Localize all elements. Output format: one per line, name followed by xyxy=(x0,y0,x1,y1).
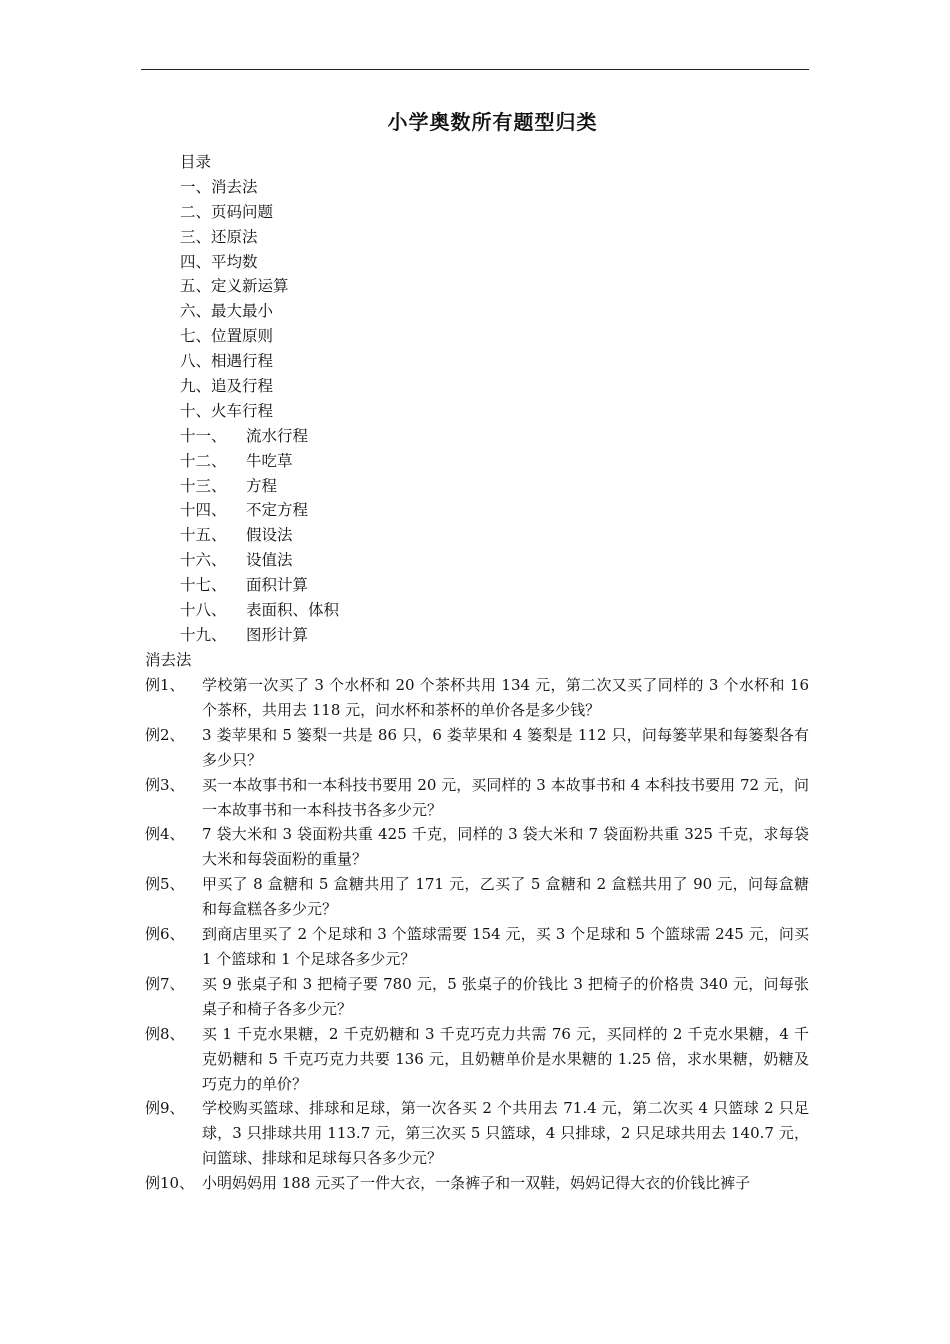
page-title: 小学奥数所有题型归类 xyxy=(387,110,598,134)
header-rule xyxy=(141,69,809,70)
toc-item: 十八、 表面积、体积 xyxy=(180,601,340,620)
example-label: 例8、 xyxy=(145,1024,185,1043)
toc-item: 十三、 方程 xyxy=(180,476,278,495)
example-item xyxy=(145,773,809,823)
example-label: 例1、 xyxy=(145,676,185,694)
section-heading: 消去法 xyxy=(145,651,192,669)
example-text: 到商店里买了 2 个足球和 3 个篮球需要 154 元，买 3 个足球和 5 个篮球需 245 元，问买 1 个篮球和 1 个足球各多少元？ xyxy=(202,925,809,968)
example-label: 例10、 xyxy=(145,1174,195,1193)
example-label: 例6、 xyxy=(145,925,185,944)
example-item xyxy=(145,922,809,972)
example-text: 7 袋大米和 3 袋面粉共重 425 千克，同样的 3 袋大米和 7 袋面粉共重 325 千克，求每袋大米和每袋面粉的重量？ xyxy=(202,825,809,869)
example-text: 学校购买篮球、排球和足球，第一次各买 2 个共用去 71.4 元，第二次买 4 只篮球 2 只足球，3 只排球共用 113.7 元，第三次买 5 只篮球，4 只排球，2 只足球共用去 140.7 元，问篮球、排球和足球每只各多少元？ xyxy=(202,1099,809,1168)
example-item xyxy=(145,723,809,773)
example-item xyxy=(145,673,809,723)
example-label: 例3、 xyxy=(145,775,185,794)
toc-item: 十四、 不定方程 xyxy=(180,501,309,520)
example-label: 例5、 xyxy=(145,875,185,894)
toc-item: 六、 最大最小 xyxy=(180,302,274,321)
example-text: 小明妈妈用 188 元买了一件大衣，一条裤子和一双鞋，妈妈记得大衣的价钱比裤子 xyxy=(202,1174,751,1193)
toc-item: 二、 页码问题 xyxy=(180,202,274,221)
example-label: 例7、 xyxy=(145,974,185,993)
example-text: 买 1 千克水果糖，2 千克奶糖和 3 千克巧克力共需 76 元，买同样的 2 千克水果糖，4 千克奶糖和 5 千克巧克力共要 136 元，且奶糖单价是水果糖的 1.25 倍，求水果糖，奶糖及巧克力的单价？ xyxy=(202,1024,809,1093)
example-label: 例4、 xyxy=(145,825,185,844)
example-item xyxy=(145,972,809,1022)
example-list xyxy=(145,673,809,1196)
example-item xyxy=(145,1171,809,1196)
example-item xyxy=(145,872,809,922)
toc-item: 十五、 假设法 xyxy=(180,526,293,545)
example-item xyxy=(145,822,809,872)
example-label: 例9、 xyxy=(145,1099,185,1118)
example-text: 买 9 张桌子和 3 把椅子要 780 元，5 张桌子的价钱比 3 把椅子的价格贵 340 元，问每张桌子和椅子各多少元？ xyxy=(202,974,809,1018)
toc-item: 九、 追及行程 xyxy=(180,377,274,396)
example-item xyxy=(145,1022,809,1097)
table-of-contents xyxy=(180,150,339,648)
toc-item: 三、 还原法 xyxy=(180,227,258,246)
toc-item: 五、 定义新运算 xyxy=(180,277,289,296)
example-text: 学校第一次买了 3 个水杯和 20 个茶杯共用 134 元，第二次又买了同样的 3 个水杯和 16 个茶杯，共用去 118 元，问水杯和茶杯的单价各是多少钱？ xyxy=(202,676,809,719)
example-item xyxy=(145,1096,809,1171)
toc-item: 十一、 流水行程 xyxy=(180,426,309,445)
example-text: 甲买了 8 盒糖和 5 盒糖共用了 171 元，乙买了 5 盒糖和 2 盒糕共用了 90 元，问每盒糖和每盒糕各多少元？ xyxy=(202,875,809,919)
toc-heading: 目录 xyxy=(180,153,212,171)
toc-item: 十六、 设值法 xyxy=(180,551,293,570)
toc-item: 十九、 图形计算 xyxy=(180,625,309,644)
example-label: 例2、 xyxy=(145,725,185,744)
example-text: 3 娄苹果和 5 篓梨一共是 86 只，6 娄苹果和 4 篓梨是 112 只，问每篓苹果和每篓梨各有多少只？ xyxy=(202,725,809,769)
example-text: 买一本故事书和一本科技书要用 20 元，买同样的 3 本故事书和 4 本科技书要用 72 元，问一本故事书和一本科技书各多少元？ xyxy=(202,775,809,819)
toc-item: 十七、 面积计算 xyxy=(180,576,309,595)
toc-item: 八、 相遇行程 xyxy=(180,352,274,371)
toc-item: 七、 位置原则 xyxy=(180,327,274,346)
toc-item: 十、 火车行程 xyxy=(180,401,274,420)
toc-item: 十二、 牛吃草 xyxy=(180,451,293,470)
toc-item: 一、 消去法 xyxy=(180,177,258,196)
toc-item: 四、 平均数 xyxy=(180,252,258,271)
